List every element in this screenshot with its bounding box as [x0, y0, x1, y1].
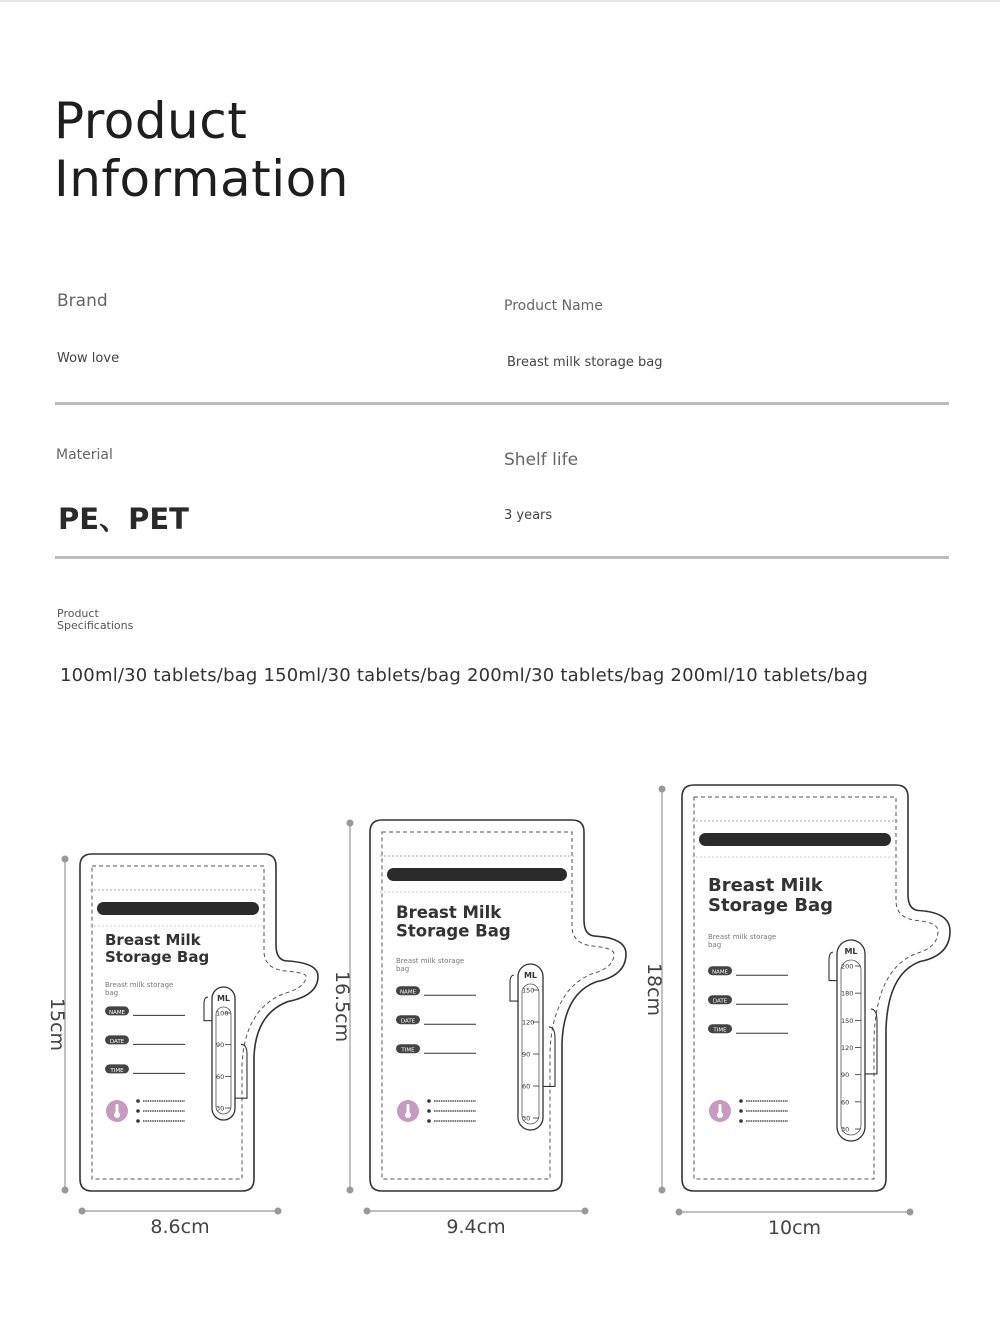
tag-label: DATE: [400, 1018, 416, 1025]
width-label: 10cm: [767, 1217, 822, 1239]
dimension-dot: [364, 1208, 371, 1215]
bag-subtitle-line-2: bag: [105, 989, 119, 997]
scale-label: 100: [216, 1009, 229, 1018]
scale-label: 90: [841, 1071, 850, 1080]
dimension-dot: [659, 1187, 666, 1194]
height-label: 18cm: [643, 962, 665, 1017]
dimension-dot: [62, 1187, 69, 1194]
bullet-icon: [739, 1109, 743, 1113]
brand-label: Brand: [57, 291, 108, 311]
bag-subtitle-line-1: Breast milk storage: [396, 957, 465, 965]
dimension-dot: [907, 1209, 914, 1216]
tag-label: DATE: [109, 1038, 125, 1045]
dimension-dot: [347, 820, 354, 827]
specifications-label: Product Specifications: [57, 607, 134, 632]
ml-label: ML: [216, 994, 231, 1003]
bag-subtitle-line-2: bag: [396, 965, 410, 973]
bullet-icon: [427, 1099, 431, 1103]
scale-label: 30: [522, 1114, 531, 1123]
scale-label: 30: [841, 1125, 850, 1134]
bag-title-line-1: Breast Milk: [708, 875, 823, 896]
shelf-life-label: Shelf life: [504, 450, 579, 470]
scale-label: 60: [522, 1082, 531, 1091]
bag-subtitle-line-1: Breast milk storage: [105, 981, 174, 989]
thermometer-bulb-icon: [717, 1112, 723, 1118]
tag-label: NAME: [711, 969, 729, 976]
bag-title-line-1: Breast Milk: [105, 931, 201, 949]
tag-label: NAME: [399, 989, 417, 996]
scale-label: 30: [216, 1104, 225, 1113]
scale-label: 180: [841, 989, 854, 998]
scale-label: 60: [216, 1072, 225, 1081]
bullet-icon: [739, 1119, 743, 1123]
scale-label: 150: [522, 986, 535, 995]
tag-label: TIME: [401, 1047, 415, 1054]
bullet-icon: [136, 1099, 140, 1103]
width-label: 9.4cm: [446, 1216, 506, 1238]
brand-value: Wow love: [57, 351, 120, 366]
bag-title-line-2: Storage Bag: [105, 948, 210, 966]
ml-label: ML: [523, 971, 538, 980]
height-label: 16.5cm: [331, 970, 353, 1043]
scale-label: 90: [216, 1041, 225, 1050]
zipper-bar: [97, 902, 259, 915]
tag-label: NAME: [108, 1009, 126, 1016]
title-line-2: Information: [54, 150, 349, 208]
thermometer-bulb-icon: [405, 1112, 411, 1118]
bullet-icon: [427, 1119, 431, 1123]
bullet-icon: [136, 1109, 140, 1113]
bag-subtitle-line-2: bag: [708, 941, 722, 949]
dimension-dot: [582, 1208, 589, 1215]
material-label: Material: [56, 447, 113, 463]
scale-label: 120: [522, 1018, 535, 1027]
bag-title-line-2: Storage Bag: [708, 895, 834, 916]
tag-label: DATE: [712, 998, 728, 1005]
dimension-dot: [79, 1208, 86, 1215]
dimension-dot: [676, 1209, 683, 1216]
material-value: PE、PET: [58, 502, 189, 536]
height-label: 15cm: [46, 997, 68, 1052]
scale-label: 90: [522, 1050, 531, 1059]
ml-label: ML: [844, 947, 858, 956]
scale-label: 120: [841, 1044, 854, 1052]
tag-label: TIME: [110, 1067, 124, 1074]
shelf-life-value: 3 years: [504, 508, 553, 523]
dimension-dot: [347, 1187, 354, 1194]
zipper-bar: [387, 868, 567, 881]
width-label: 8.6cm: [150, 1216, 210, 1238]
product-name-value: Breast milk storage bag: [507, 355, 663, 370]
scale-label: 150: [841, 1016, 854, 1025]
scale-label: 200: [841, 962, 854, 971]
tag-label: TIME: [713, 1027, 727, 1034]
bag-title-line-2: Storage Bag: [396, 921, 511, 941]
specifications-values: 100ml/30 tablets/bag 150ml/30 tablets/bag 200ml/30 tablets/bag 200ml/10 tablets/bag: [60, 665, 868, 686]
scale-label: 60: [841, 1098, 850, 1107]
bullet-icon: [136, 1119, 140, 1123]
bullet-icon: [427, 1109, 431, 1113]
bag-title-line-1: Breast Milk: [396, 903, 502, 922]
zipper-bar: [699, 833, 891, 846]
dimension-dot: [62, 856, 69, 863]
title-line-1: Product: [54, 92, 248, 150]
bag-subtitle-line-1: Breast milk storage: [708, 933, 777, 941]
thermometer-bulb-icon: [114, 1112, 120, 1118]
bullet-icon: [739, 1099, 743, 1103]
product-name-label: Product Name: [504, 298, 603, 314]
dimension-dot: [659, 786, 666, 793]
dimension-dot: [275, 1208, 282, 1215]
